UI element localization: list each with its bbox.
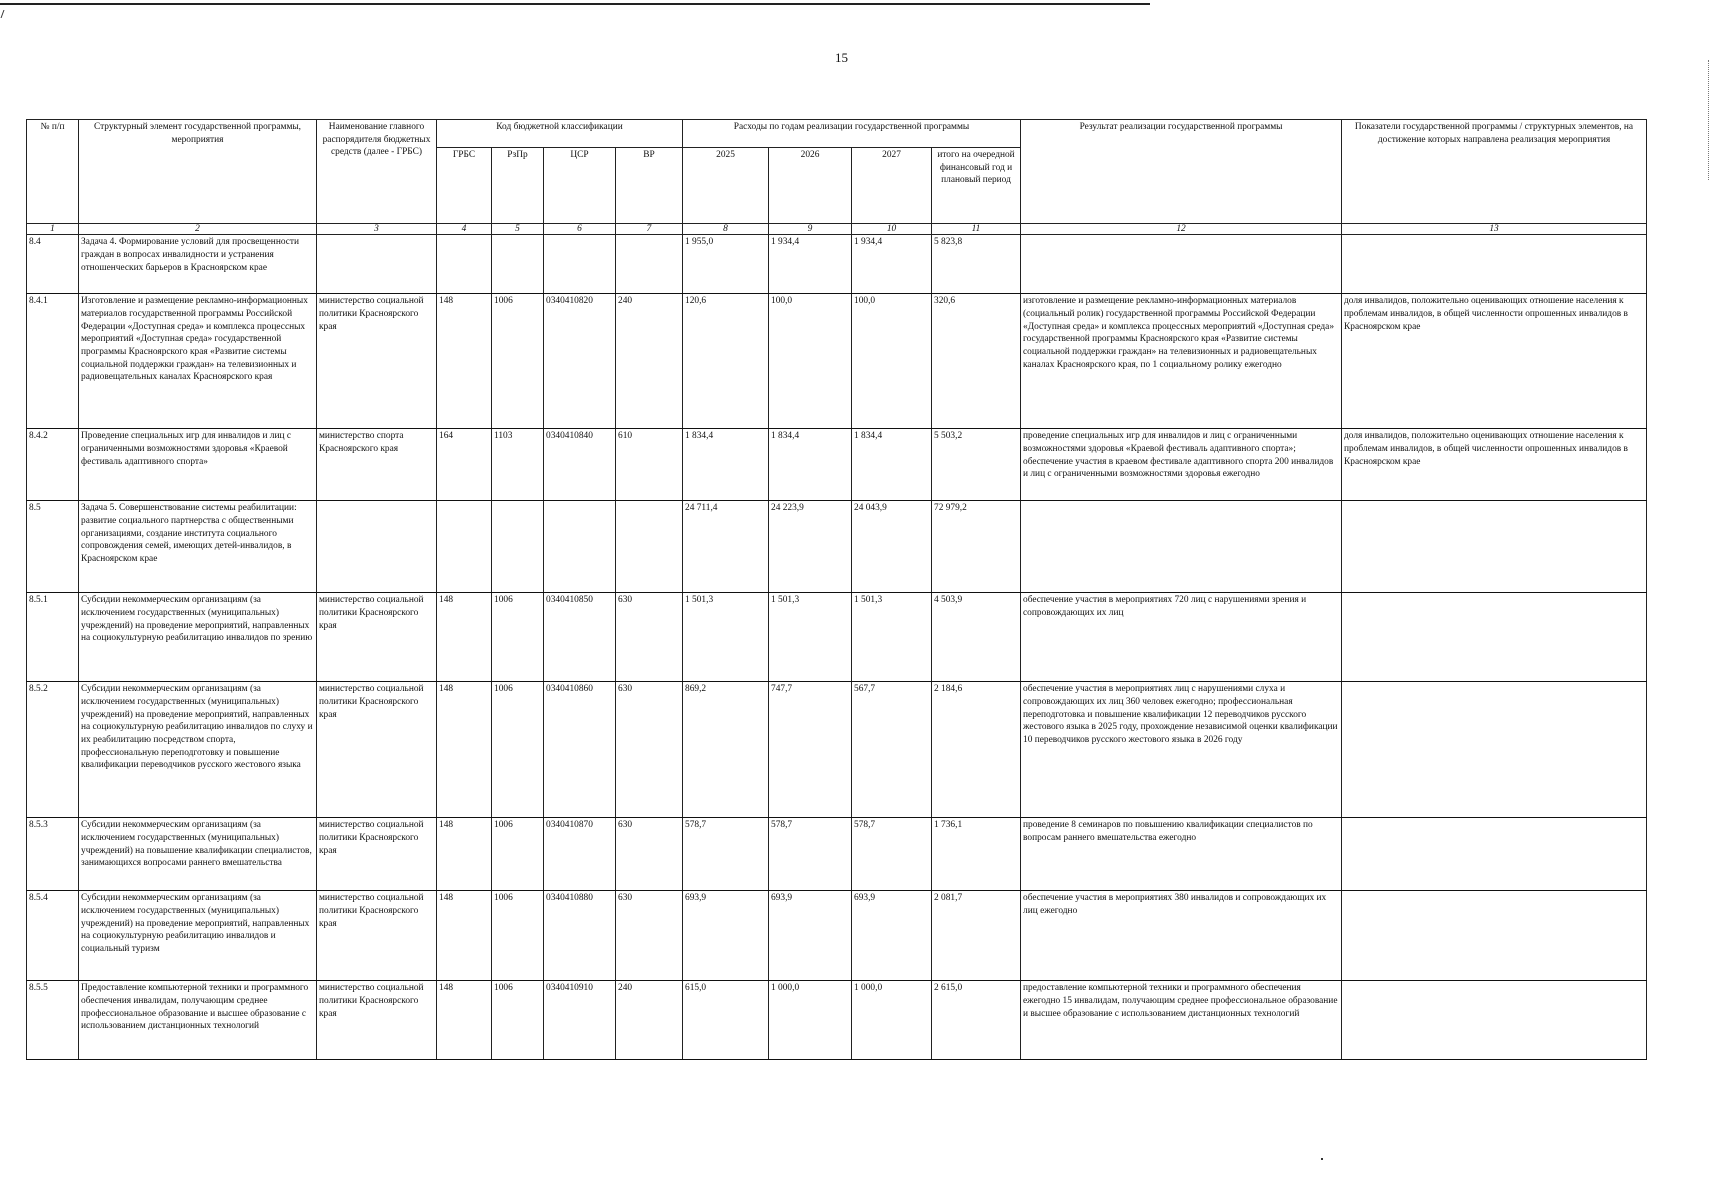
row-indicators [1342, 235, 1647, 294]
row-grbs [437, 235, 492, 294]
row-total: 2 615,0 [932, 981, 1021, 1060]
row-indicators [1342, 501, 1647, 593]
row-grbs-name: министерство социальной политики Красноярского края [317, 891, 437, 981]
row-grbs-name: министерство социальной политики Красноярского края [317, 593, 437, 682]
row-num: 8.4.2 [27, 429, 79, 501]
row-vr: 630 [616, 818, 683, 891]
row-csr [544, 501, 616, 593]
row-grbs-name [317, 235, 437, 294]
row-rzpr: 1006 [492, 593, 544, 682]
header-element: Структурный элемент государственной программы, мероприятия [79, 120, 317, 224]
row-grbs-name: министерство спорта Красноярского края [317, 429, 437, 501]
row-csr: 0340410820 [544, 294, 616, 429]
page-number: 15 [835, 50, 848, 65]
row-csr: 0340410850 [544, 593, 616, 682]
row-2027: 1 000,0 [852, 981, 932, 1060]
row-2027: 1 834,4 [852, 429, 932, 501]
header-result: Результат реализации государственной программы [1021, 120, 1342, 224]
header-num: № п/п [27, 120, 79, 224]
row-2027: 578,7 [852, 818, 932, 891]
row-vr: 630 [616, 593, 683, 682]
row-2026: 100,0 [769, 294, 852, 429]
row-total: 72 979,2 [932, 501, 1021, 593]
row-vr: 630 [616, 891, 683, 981]
row-rzpr [492, 501, 544, 593]
top-rule [0, 3, 1150, 5]
row-2025: 615,0 [683, 981, 769, 1060]
header-2026: 2026 [769, 148, 852, 224]
row-element: Субсидии некоммерческим организациям (за исключением государственных (муниципальных) учреждений) на повышение квалификации специалистов, занимающихся вопросами раннего вмешательства [79, 818, 317, 891]
col-number: 1 [27, 224, 79, 235]
header-budget-code: Код бюджетной классификации [437, 120, 683, 148]
row-grbs-name: министерство социальной политики Красноярского края [317, 981, 437, 1060]
row-element: Предоставление компьютерной техники и программного обеспечения инвалидам, получающим среднее профессиональное образование и высшее образование с использованием дистанционных технологий [79, 981, 317, 1060]
header-2025: 2025 [683, 148, 769, 224]
row-element: Субсидии некоммерческим организациям (за исключением государственных (муниципальных) учреждений) на проведение мероприятий, направленных на социокультурную реабилитацию инвалидов и социальный туризм [79, 891, 317, 981]
row-csr: 0340410840 [544, 429, 616, 501]
table-row [27, 891, 1647, 981]
row-2025: 24 711,4 [683, 501, 769, 593]
row-element: Субсидии некоммерческим организациям (за исключением государственных (муниципальных) учреждений) на проведение мероприятий, направленных на социокультурную реабилитацию инвалидов по слуху и их реабилитацию посредством спорта, профессиональную переподготовку и повышение квалификации переводчиков русского жестового языка [79, 682, 317, 818]
table-row [27, 682, 1647, 818]
row-result: проведение специальных игр для инвалидов и лиц с ограниченными возможностями здоровья «Краевой фестиваль адаптивного спорта»; обеспечение участия в краевом фестивале адаптивного спорта 200 инвалидов и лиц с ограниченными возможностями здоровья ежегодно [1021, 429, 1342, 501]
row-num: 8.5 [27, 501, 79, 593]
row-2025: 120,6 [683, 294, 769, 429]
header-row-1 [27, 120, 1647, 148]
row-vr [616, 501, 683, 593]
row-num: 8.5.2 [27, 682, 79, 818]
row-vr [616, 235, 683, 294]
row-grbs: 148 [437, 294, 492, 429]
row-grbs: 148 [437, 818, 492, 891]
row-2026: 693,9 [769, 891, 852, 981]
row-2027: 693,9 [852, 891, 932, 981]
row-csr: 0340410880 [544, 891, 616, 981]
row-vr: 240 [616, 294, 683, 429]
row-element: Задача 5. Совершенствование системы реабилитации: развитие социального партнерства с общественными организациями, создание института социального сопровождения семей, имеющих детей-инвалидов, в Красноярском крае [79, 501, 317, 593]
table-row [27, 593, 1647, 682]
table-row [27, 429, 1647, 501]
row-result: обеспечение участия в мероприятиях лиц с нарушениями слуха и сопровождающих их лиц 360 человек ежегодно; профессиональная переподготовка и повышение квалификации 12 переводчиков русского жестового языка в 2025 году, прохождение независимой оценки квалификации 10 переводчиков русского жестового языка в 2026 году [1021, 682, 1342, 818]
row-2026: 1 000,0 [769, 981, 852, 1060]
header-expenses: Расходы по годам реализации государственной программы [683, 120, 1021, 148]
col-number: 11 [932, 224, 1021, 235]
row-total: 2 081,7 [932, 891, 1021, 981]
col-number: 5 [492, 224, 544, 235]
row-csr: 0340410910 [544, 981, 616, 1060]
header-indicators: Показатели государственной программы / структурных элементов, на достижение которых направлена реализация мероприятия [1342, 120, 1647, 224]
row-rzpr: 1006 [492, 818, 544, 891]
col-number: 2 [79, 224, 317, 235]
row-num: 8.4 [27, 235, 79, 294]
row-total: 5 503,2 [932, 429, 1021, 501]
table-body [27, 235, 1647, 1060]
row-result: проведение 8 семинаров по повышению квалификации специалистов по вопросам раннего вмешательства ежегодно [1021, 818, 1342, 891]
row-2025: 1 501,3 [683, 593, 769, 682]
row-result: обеспечение участия в мероприятиях 720 лиц с нарушениями зрения и сопровождающих их лиц [1021, 593, 1342, 682]
row-2026: 578,7 [769, 818, 852, 891]
row-grbs: 148 [437, 682, 492, 818]
row-total: 4 503,9 [932, 593, 1021, 682]
col-number: 13 [1342, 224, 1647, 235]
row-num: 8.5.4 [27, 891, 79, 981]
row-csr [544, 235, 616, 294]
row-2025: 1 834,4 [683, 429, 769, 501]
program-table [26, 119, 1647, 1060]
row-indicators [1342, 818, 1647, 891]
header-rzpr: РзПр [492, 148, 544, 224]
col-number: 8 [683, 224, 769, 235]
col-number: 4 [437, 224, 492, 235]
header-2027: 2027 [852, 148, 932, 224]
row-total: 1 736,1 [932, 818, 1021, 891]
row-element: Проведение специальных игр для инвалидов и лиц с ограниченными возможностями здоровья «Краевой фестиваль адаптивного спорта» [79, 429, 317, 501]
row-2027: 24 043,9 [852, 501, 932, 593]
row-num: 8.5.5 [27, 981, 79, 1060]
row-vr: 240 [616, 981, 683, 1060]
row-grbs-name: министерство социальной политики Красноярского края [317, 682, 437, 818]
corner-mark [1, 10, 8, 18]
row-2026: 24 223,9 [769, 501, 852, 593]
row-2027: 1 501,3 [852, 593, 932, 682]
row-indicators [1342, 593, 1647, 682]
row-num: 8.4.1 [27, 294, 79, 429]
row-rzpr [492, 235, 544, 294]
row-2027: 100,0 [852, 294, 932, 429]
row-grbs: 148 [437, 593, 492, 682]
col-number: 12 [1021, 224, 1342, 235]
row-csr: 0340410870 [544, 818, 616, 891]
header-csr: ЦСР [544, 148, 616, 224]
col-number: 3 [317, 224, 437, 235]
row-2025: 869,2 [683, 682, 769, 818]
row-2025: 1 955,0 [683, 235, 769, 294]
row-element: Субсидии некоммерческим организациям (за исключением государственных (муниципальных) учреждений) на проведение мероприятий, направленных на социокультурную реабилитацию инвалидов по зрению [79, 593, 317, 682]
col-number: 6 [544, 224, 616, 235]
table-row [27, 981, 1647, 1060]
scan-edge-mark [1708, 60, 1710, 180]
row-num: 8.5.1 [27, 593, 79, 682]
row-result [1021, 501, 1342, 593]
row-2026: 747,7 [769, 682, 852, 818]
row-csr: 0340410860 [544, 682, 616, 818]
row-rzpr: 1006 [492, 981, 544, 1060]
row-indicators [1342, 682, 1647, 818]
scan-speck [1321, 1158, 1323, 1160]
row-indicators [1342, 981, 1647, 1060]
row-rzpr: 1006 [492, 891, 544, 981]
table-row [27, 818, 1647, 891]
row-indicators: доля инвалидов, положительно оценивающих отношение населения к проблемам инвалидов, в общей численности опрошенных инвалидов в Красноярском крае [1342, 294, 1647, 429]
table-row [27, 294, 1647, 429]
col-number: 7 [616, 224, 683, 235]
row-indicators [1342, 891, 1647, 981]
row-result: изготовление и размещение рекламно-информационных материалов (социальный ролик) государственной программы Российской Федерации «Доступная среда» и комплекса процессных мероприятий «Доступная среда» государственной программы Красноярского края «Развитие системы социальной поддержки граждан» на телевизионных и радиовещательных каналах Красноярского края, по 1 социальному ролику ежегодно [1021, 294, 1342, 429]
column-number-row [27, 224, 1647, 235]
table-row [27, 501, 1647, 593]
row-2026: 1 834,4 [769, 429, 852, 501]
header-grbs-name: Наименование главного распорядителя бюджетных средств (далее - ГРБС) [317, 120, 437, 224]
row-rzpr: 1103 [492, 429, 544, 501]
row-vr: 630 [616, 682, 683, 818]
row-element: Задача 4. Формирование условий для просвещенности граждан в вопросах инвалидности и устранения отношенческих барьеров в Красноярском крае [79, 235, 317, 294]
row-2026: 1 501,3 [769, 593, 852, 682]
col-number: 9 [769, 224, 852, 235]
row-element: Изготовление и размещение рекламно-информационных материалов государственной программы Российской Федерации «Доступная среда» и комплекса процессных мероприятий «Доступная среда» государственной программы Красноярского края «Развитие системы социальной поддержки граждан» на телевизионных и радиовещательных каналах Красноярского края [79, 294, 317, 429]
row-grbs-name: министерство социальной политики Красноярского края [317, 818, 437, 891]
row-2025: 693,9 [683, 891, 769, 981]
row-result [1021, 235, 1342, 294]
row-2027: 1 934,4 [852, 235, 932, 294]
header-total: итого на очередной финансовый год и плановый период [932, 148, 1021, 224]
row-grbs: 164 [437, 429, 492, 501]
row-vr: 610 [616, 429, 683, 501]
row-rzpr: 1006 [492, 294, 544, 429]
row-indicators: доля инвалидов, положительно оценивающих отношение населения к проблемам инвалидов, в общей численности опрошенных инвалидов в Красноярском крае [1342, 429, 1647, 501]
header-vr: ВР [616, 148, 683, 224]
row-2025: 578,7 [683, 818, 769, 891]
row-grbs: 148 [437, 891, 492, 981]
row-2027: 567,7 [852, 682, 932, 818]
row-result: предоставление компьютерной техники и программного обеспечения ежегодно 15 инвалидам, получающим среднее профессиональное образование и высшее образование с использованием дистанционных технологий [1021, 981, 1342, 1060]
row-total: 320,6 [932, 294, 1021, 429]
row-num: 8.5.3 [27, 818, 79, 891]
row-total: 2 184,6 [932, 682, 1021, 818]
row-total: 5 823,8 [932, 235, 1021, 294]
header-grbs: ГРБС [437, 148, 492, 224]
row-grbs-name: министерство социальной политики Красноярского края [317, 294, 437, 429]
table-row [27, 235, 1647, 294]
row-grbs [437, 501, 492, 593]
col-number: 10 [852, 224, 932, 235]
row-rzpr: 1006 [492, 682, 544, 818]
row-result: обеспечение участия в мероприятиях 380 инвалидов и сопровождающих их лиц ежегодно [1021, 891, 1342, 981]
row-2026: 1 934,4 [769, 235, 852, 294]
row-grbs-name [317, 501, 437, 593]
row-grbs: 148 [437, 981, 492, 1060]
